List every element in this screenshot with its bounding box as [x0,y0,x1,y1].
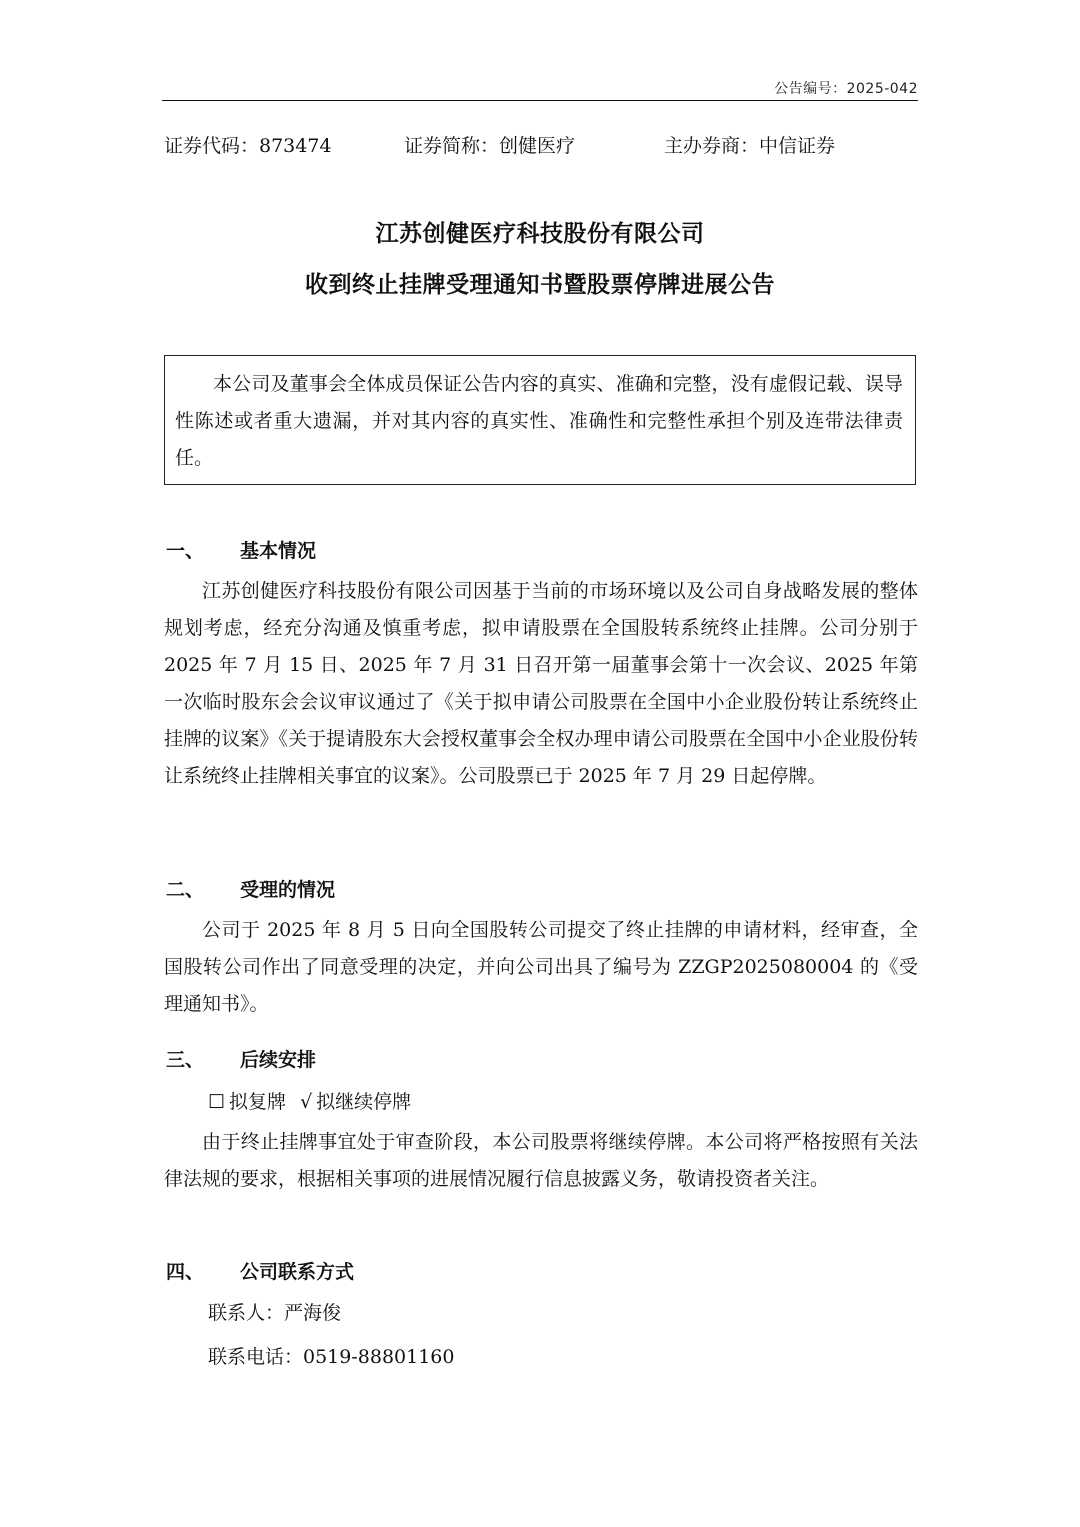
section-2-number: 二、 [166,879,205,901]
section-3-number: 三、 [166,1049,205,1071]
section-1-body: 江苏创健医疗科技股份有限公司因基于当前的市场环境以及公司自身战略发展的整体规划考虑，经充分沟通及慎重考虑，拟申请股票在全国股转系统终止挂牌。公司分别于 2025 年 7 月 15 日、2025 年 7 月 31 日召开第一届董事会第十一次会议、2025 年第一次临时股东会会议审议通过了《关于拟申请公司股票在全国中小企业股份转让系统终止挂牌的议案》《关于提请股东大会授权董事会全权办理申请公司股票在全国中小企业股份转让系统终止挂牌相关事宜的议案》。公司股票已于 2025 年 7 月 29 日起停牌。 [164,580,918,787]
section-2-heading [166,875,335,905]
section-4-heading [166,1257,354,1287]
section-3-title: 后续安排 [240,1049,317,1071]
contact-person: 联系人：严海俊 [208,1302,342,1324]
section-3-body: 由于终止挂牌事宜处于审查阶段，本公司股票将继续停牌。本公司将严格按照有关法律法规的要求，根据相关事项的进展情况履行信息披露义务，敬请投资者关注。 [164,1131,918,1190]
header-divider [162,100,918,101]
section-2-body: 公司于 2025 年 8 月 5 日向全国股转公司提交了终止挂牌的申请材料，经审查，全国股转公司作出了同意受理的决定，并向公司出具了编号为 ZZGP2025080004 的《受理通知书》。 [164,919,918,1015]
security-code: 证券代码：873474 [164,135,332,157]
securities-info [164,131,924,161]
section-4-title: 公司联系方式 [240,1261,355,1283]
section-1-title: 基本情况 [240,540,317,562]
document-title-line2: 收到终止挂牌受理通知书暨股票停牌进展公告 [305,272,775,298]
continue-suspension-label: 拟继续停牌 [316,1091,412,1113]
resumption-options [208,1087,411,1117]
contact-phone: 联系电话：0519-88801160 [208,1346,455,1368]
continue-suspension-check-icon: √ [300,1091,313,1113]
document-title-line1: 江苏创健医疗科技股份有限公司 [375,221,705,247]
board-guarantee-notice: 本公司及董事会全体成员保证公告内容的真实、准确和完整，没有虚假记载、误导性陈述或者重大遗漏，并对其内容的真实性、准确性和完整性承担个别及连带法律责任。 [164,355,916,485]
sponsor-broker: 主办券商：中信证券 [664,135,836,157]
section-4-number: 四、 [166,1261,205,1283]
section-3-heading [166,1045,316,1075]
section-1-number: 一、 [166,540,205,562]
section-1-heading [166,536,316,566]
announcement-number: 公告编号：2025-042 [774,81,918,97]
section-2-title: 受理的情况 [240,879,336,901]
resume-trading-checkbox: ☐ [208,1091,226,1113]
security-short-name: 证券简称：创健医疗 [404,135,576,157]
resume-trading-label: 拟复牌 [229,1091,287,1113]
